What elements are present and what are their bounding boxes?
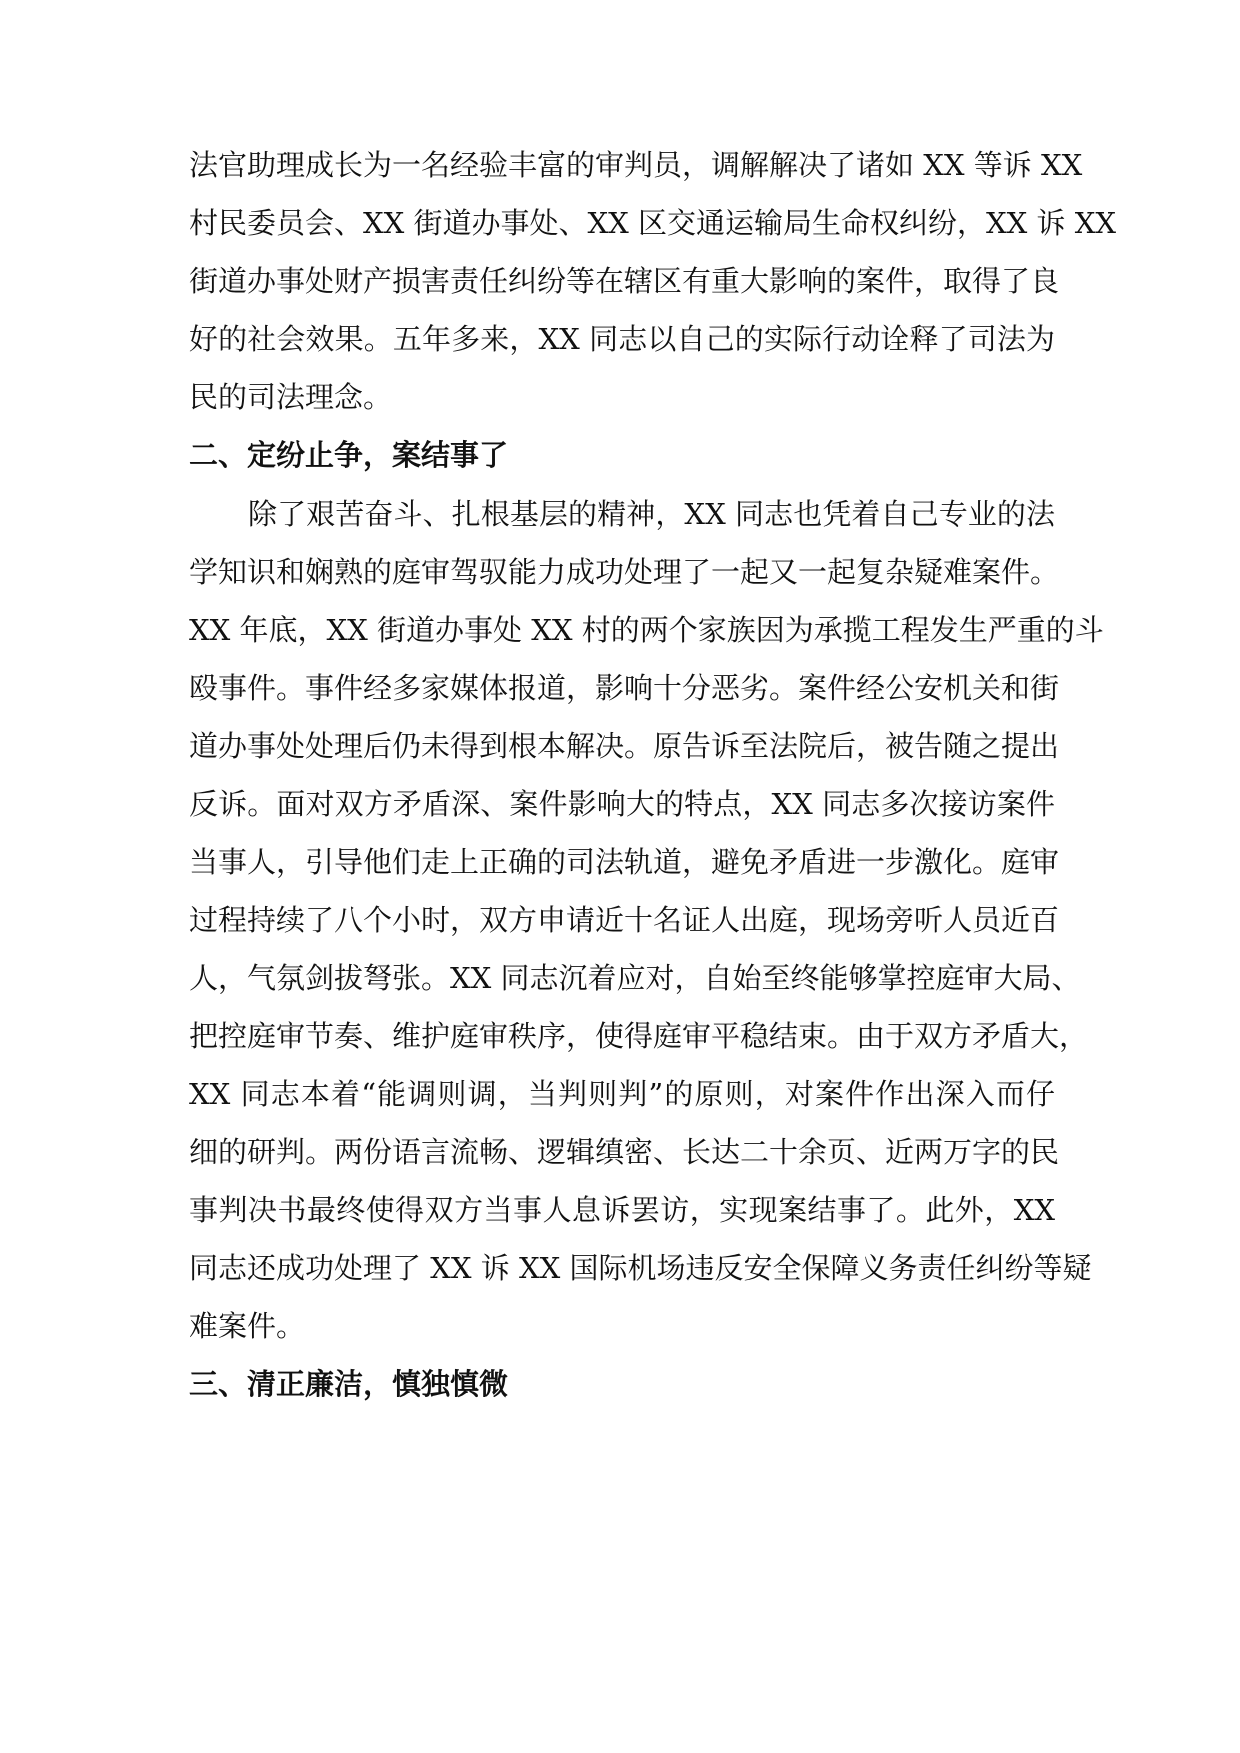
- paragraph-2-line-6: 反诉。面对双方矛盾深、案件影响大的特点，XX 同志多次接访案件: [189, 787, 1055, 821]
- paragraph-2-line-2: 学知识和娴熟的庭审驾驭能力成功处理了一起又一起复杂疑难案件。: [189, 555, 1060, 589]
- paragraph-2-line-11: XX 同志本着“能调则调，当判则判”的原则，对案件作出深入而仔: [189, 1077, 1055, 1111]
- paragraph-1-line-5: 民的司法理念。: [189, 380, 393, 414]
- paragraph-2-line-13: 事判决书最终使得双方当事人息诉罢访，实现案结事了。此外，XX: [189, 1193, 1055, 1227]
- paragraph-1-line-4: 好的社会效果。五年多来，XX 同志以自己的实际行动诠释了司法为: [189, 322, 1055, 356]
- paragraph-2-line-7: 当事人，引导他们走上正确的司法轨道，避免矛盾进一步激化。庭审: [189, 845, 1060, 879]
- paragraph-1-line-3: 街道办事处财产损害责任纠纷等在辖区有重大影响的案件，取得了良: [189, 264, 1060, 298]
- section-heading-3: 三、清正廉洁，慎独慎微: [189, 1367, 509, 1401]
- paragraph-2-line-5: 道办事处处理后仍未得到根本解决。原告诉至法院后，被告随之提出: [189, 729, 1060, 763]
- paragraph-1-line-1: 法官助理成长为一名经验丰富的审判员，调解解决了诸如 XX 等诉 XX: [189, 148, 1083, 182]
- paragraph-2-line-3: XX 年底，XX 街道办事处 XX 村的两个家族因为承揽工程发生严重的斗: [189, 613, 1104, 647]
- paragraph-2-line-10: 把控庭审节奏、维护庭审秩序，使得庭审平稳结束。由于双方矛盾大，: [189, 1019, 1089, 1053]
- paragraph-2-line-1: 除了艰苦奋斗、扎根基层的精神，XX 同志也凭着自己专业的法: [248, 497, 1055, 531]
- paragraph-1-line-2: 村民委员会、XX 街道办事处、XX 区交通运输局生命权纠纷，XX 诉 XX: [189, 206, 1117, 240]
- paragraph-2-line-12: 细的研判。两份语言流畅、逻辑缜密、长达二十余页、近两万字的民: [189, 1135, 1060, 1169]
- paragraph-2-line-15: 难案件。: [189, 1309, 306, 1343]
- paragraph-2-line-14: 同志还成功处理了 XX 诉 XX 国际机场违反安全保障义务责任纠纷等疑: [189, 1251, 1092, 1285]
- section-heading-2: 二、定纷止争，案结事了: [189, 438, 509, 472]
- paragraph-2-line-9: 人，气氛剑拔弩张。XX 同志沉着应对，自始至终能够掌控庭审大局、: [189, 961, 1081, 995]
- paragraph-2-line-4: 殴事件。事件经多家媒体报道，影响十分恶劣。案件经公安机关和街: [189, 671, 1060, 705]
- paragraph-2-line-8: 过程持续了八个小时，双方申请近十名证人出庭，现场旁听人员近百: [189, 903, 1060, 937]
